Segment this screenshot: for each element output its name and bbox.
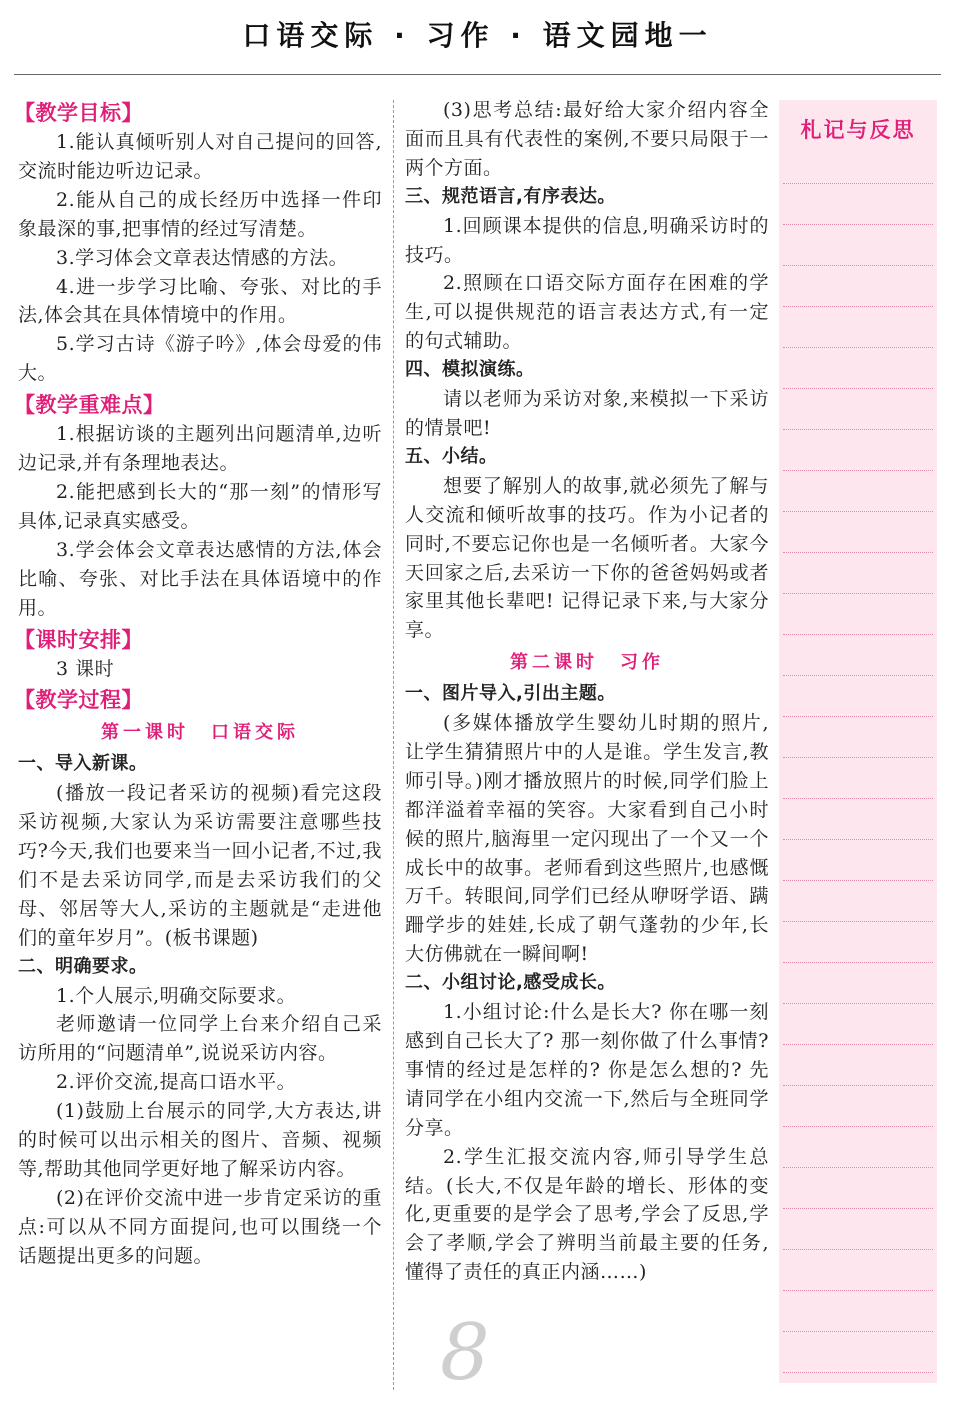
step-heading: 四、模拟演练。 bbox=[405, 359, 535, 381]
lesson-one-title: 第一课时 口语交际 bbox=[101, 722, 299, 744]
paragraph: 2.评价交流,提高口语水平。 bbox=[56, 1071, 297, 1094]
note-line bbox=[783, 552, 933, 553]
page-title: 口语交际 · 习作 · 语文园地一 bbox=[242, 19, 713, 52]
note-line bbox=[783, 388, 933, 389]
note-line bbox=[783, 511, 933, 512]
schedule-heading: 【课时安排】 bbox=[14, 627, 143, 652]
paragraph: 1.小组讨论:什么是长大? 你在哪一刻感到自己长大了? 那一刻你做了什么事情? 事情的经过是怎样的? 你是怎么想的? 先请同学在小组内交流一下,然后与全班同学分享。 bbox=[405, 1001, 769, 1139]
note-line bbox=[783, 839, 933, 840]
header-rule bbox=[14, 74, 941, 75]
note-line bbox=[783, 593, 933, 594]
paragraph: (1)鼓励上台展示的同学,大方表达,讲的时候可以出示相关的图片、音频、视频等,帮助其他同学更好地了解采访内容。 bbox=[18, 1100, 382, 1180]
sidebar-title: 札记与反思 bbox=[800, 118, 916, 142]
note-line bbox=[783, 347, 933, 348]
paragraph: (2)在评价交流中进一步肯定采访的重点:可以从不同方面提问,也可以围绕一个话题提出更多的问题。 bbox=[18, 1186, 382, 1267]
paragraph: 1.个人展示,明确交际要求。 bbox=[56, 984, 297, 1007]
note-line bbox=[783, 265, 933, 266]
note-line bbox=[783, 1372, 933, 1373]
key-point-item: 1.根据访谈的主题列出问题清单,边听边记录,并有条理地表达。 bbox=[18, 423, 382, 475]
paragraph: (多媒体播放学生婴幼儿时期的照片,让学生猜猜照片中的人是谁。学生发言,教师引导。)刚才播放照片的时候,同学们脸上都洋溢着幸福的笑容。大家看到自己小时候的照片,脑海里一定闪现出了一个又一个成长中的故事。老师看到这些照片,也感慨万千。转眼间,同学们已经从咿呀学语、蹒跚学步的娃娃,长成了朝气蓬勃的少年,长大仿佛就在一瞬间啊! bbox=[405, 712, 769, 966]
key-points-heading: 【教学重难点】 bbox=[14, 393, 165, 418]
page-number: 8 bbox=[440, 1308, 490, 1398]
paragraph: 2.学生汇报交流内容,师引导学生总结。(长大,不仅是年龄的增长、形体的变化,更重要的是学会了思考,学会了反思,学会了孝顺,学会了辨明当前最主要的任务,懂得了责任的真正内涵……) bbox=[405, 1145, 769, 1284]
paragraph: 想要了解别人的故事,就必须先了解与人交流和倾听故事的技巧。作为小记者的同时,不要忘记你也是一名倾听者。大家今天回家之后,去采访一下你的爸爸妈妈或者家里其他长辈吧! 记得记录下来,与大家分享。 bbox=[405, 474, 769, 642]
note-line bbox=[783, 880, 933, 881]
paragraph: 2.照顾在口语交际方面存在困难的学生,可以提供规范的语言表达方式,有一定的句式辅助。 bbox=[405, 272, 769, 353]
paragraph: 请以老师为采访对象,来模拟一下采访的情景吧! bbox=[405, 388, 769, 439]
key-point-item: 2.能把感到长大的“那一刻”的情形写具体,记录真实感受。 bbox=[18, 480, 382, 532]
note-line bbox=[783, 1003, 933, 1004]
note-line bbox=[783, 1167, 933, 1168]
goal-item: 1.能认真倾听别人对自己提问的回答,交流时能边听边记录。 bbox=[18, 131, 382, 182]
right-column bbox=[405, 96, 769, 1287]
goal-item: 4.进一步学习比喻、夸张、对比的手法,体会其在具体情境中的作用。 bbox=[18, 275, 382, 327]
note-line bbox=[783, 1249, 933, 1250]
note-line bbox=[783, 921, 933, 922]
note-line bbox=[783, 716, 933, 717]
note-line bbox=[783, 757, 933, 758]
paragraph: (播放一段记者采访的视频)看完这段采访视频,大家认为采访需要注意哪些技巧?今天,我们也要来当一回小记者,不过,我们不是去采访同学,而是去采访我们的父母、邻居等大人,采访的主题就是“走进他们的童年岁月”。(板书课题) bbox=[18, 782, 382, 949]
note-line bbox=[783, 183, 933, 184]
step-heading: 一、图片导入,引出主题。 bbox=[405, 683, 616, 705]
note-line bbox=[783, 962, 933, 963]
paragraph: 1.回顾课本提供的信息,明确采访时的技巧。 bbox=[405, 214, 769, 266]
step-heading: 三、规范语言,有序表达。 bbox=[405, 185, 616, 207]
notes-sidebar bbox=[779, 100, 937, 1383]
note-line bbox=[783, 306, 933, 307]
step-heading: 二、明确要求。 bbox=[18, 955, 148, 977]
goals-heading: 【教学目标】 bbox=[14, 101, 143, 125]
note-line bbox=[783, 1290, 933, 1291]
note-line bbox=[783, 675, 933, 676]
schedule-text: 3 课时 bbox=[56, 657, 115, 680]
note-line bbox=[783, 470, 933, 471]
note-line bbox=[783, 798, 933, 799]
note-line bbox=[783, 1044, 933, 1045]
process-heading: 【教学过程】 bbox=[14, 688, 143, 713]
lesson-two-title: 第二课时 习作 bbox=[510, 652, 664, 674]
goal-item: 3.学习体会文章表达情感的方法。 bbox=[56, 246, 349, 269]
paragraph: 老师邀请一位同学上台来介绍自己采访所用的“问题清单”,说说采访内容。 bbox=[18, 1013, 382, 1065]
key-point-item: 3.学会体会文章表达感情的方法,体会比喻、夸张、对比手法在具体语境中的作用。 bbox=[18, 538, 382, 619]
column-divider bbox=[393, 100, 394, 1390]
note-line bbox=[783, 1208, 933, 1209]
note-line bbox=[783, 1126, 933, 1127]
step-heading: 五、小结。 bbox=[405, 445, 498, 467]
note-line bbox=[783, 429, 933, 430]
note-line bbox=[783, 1331, 933, 1332]
left-column bbox=[14, 96, 382, 1271]
paragraph: (3)思考总结:最好给大家介绍内容全面而且具有代表性的案例,不要只局限于一两个方面。 bbox=[405, 99, 769, 179]
step-heading: 二、小组讨论,感受成长。 bbox=[405, 972, 616, 994]
goal-item: 2.能从自己的成长经历中选择一件印象最深的事,把事情的经过写清楚。 bbox=[18, 188, 382, 240]
goal-item: 5.学习古诗《游子吟》,体会母爱的伟大。 bbox=[18, 333, 382, 385]
note-line bbox=[783, 1085, 933, 1086]
note-line bbox=[783, 224, 933, 225]
step-heading: 一、导入新课。 bbox=[18, 753, 148, 775]
note-line bbox=[783, 634, 933, 635]
